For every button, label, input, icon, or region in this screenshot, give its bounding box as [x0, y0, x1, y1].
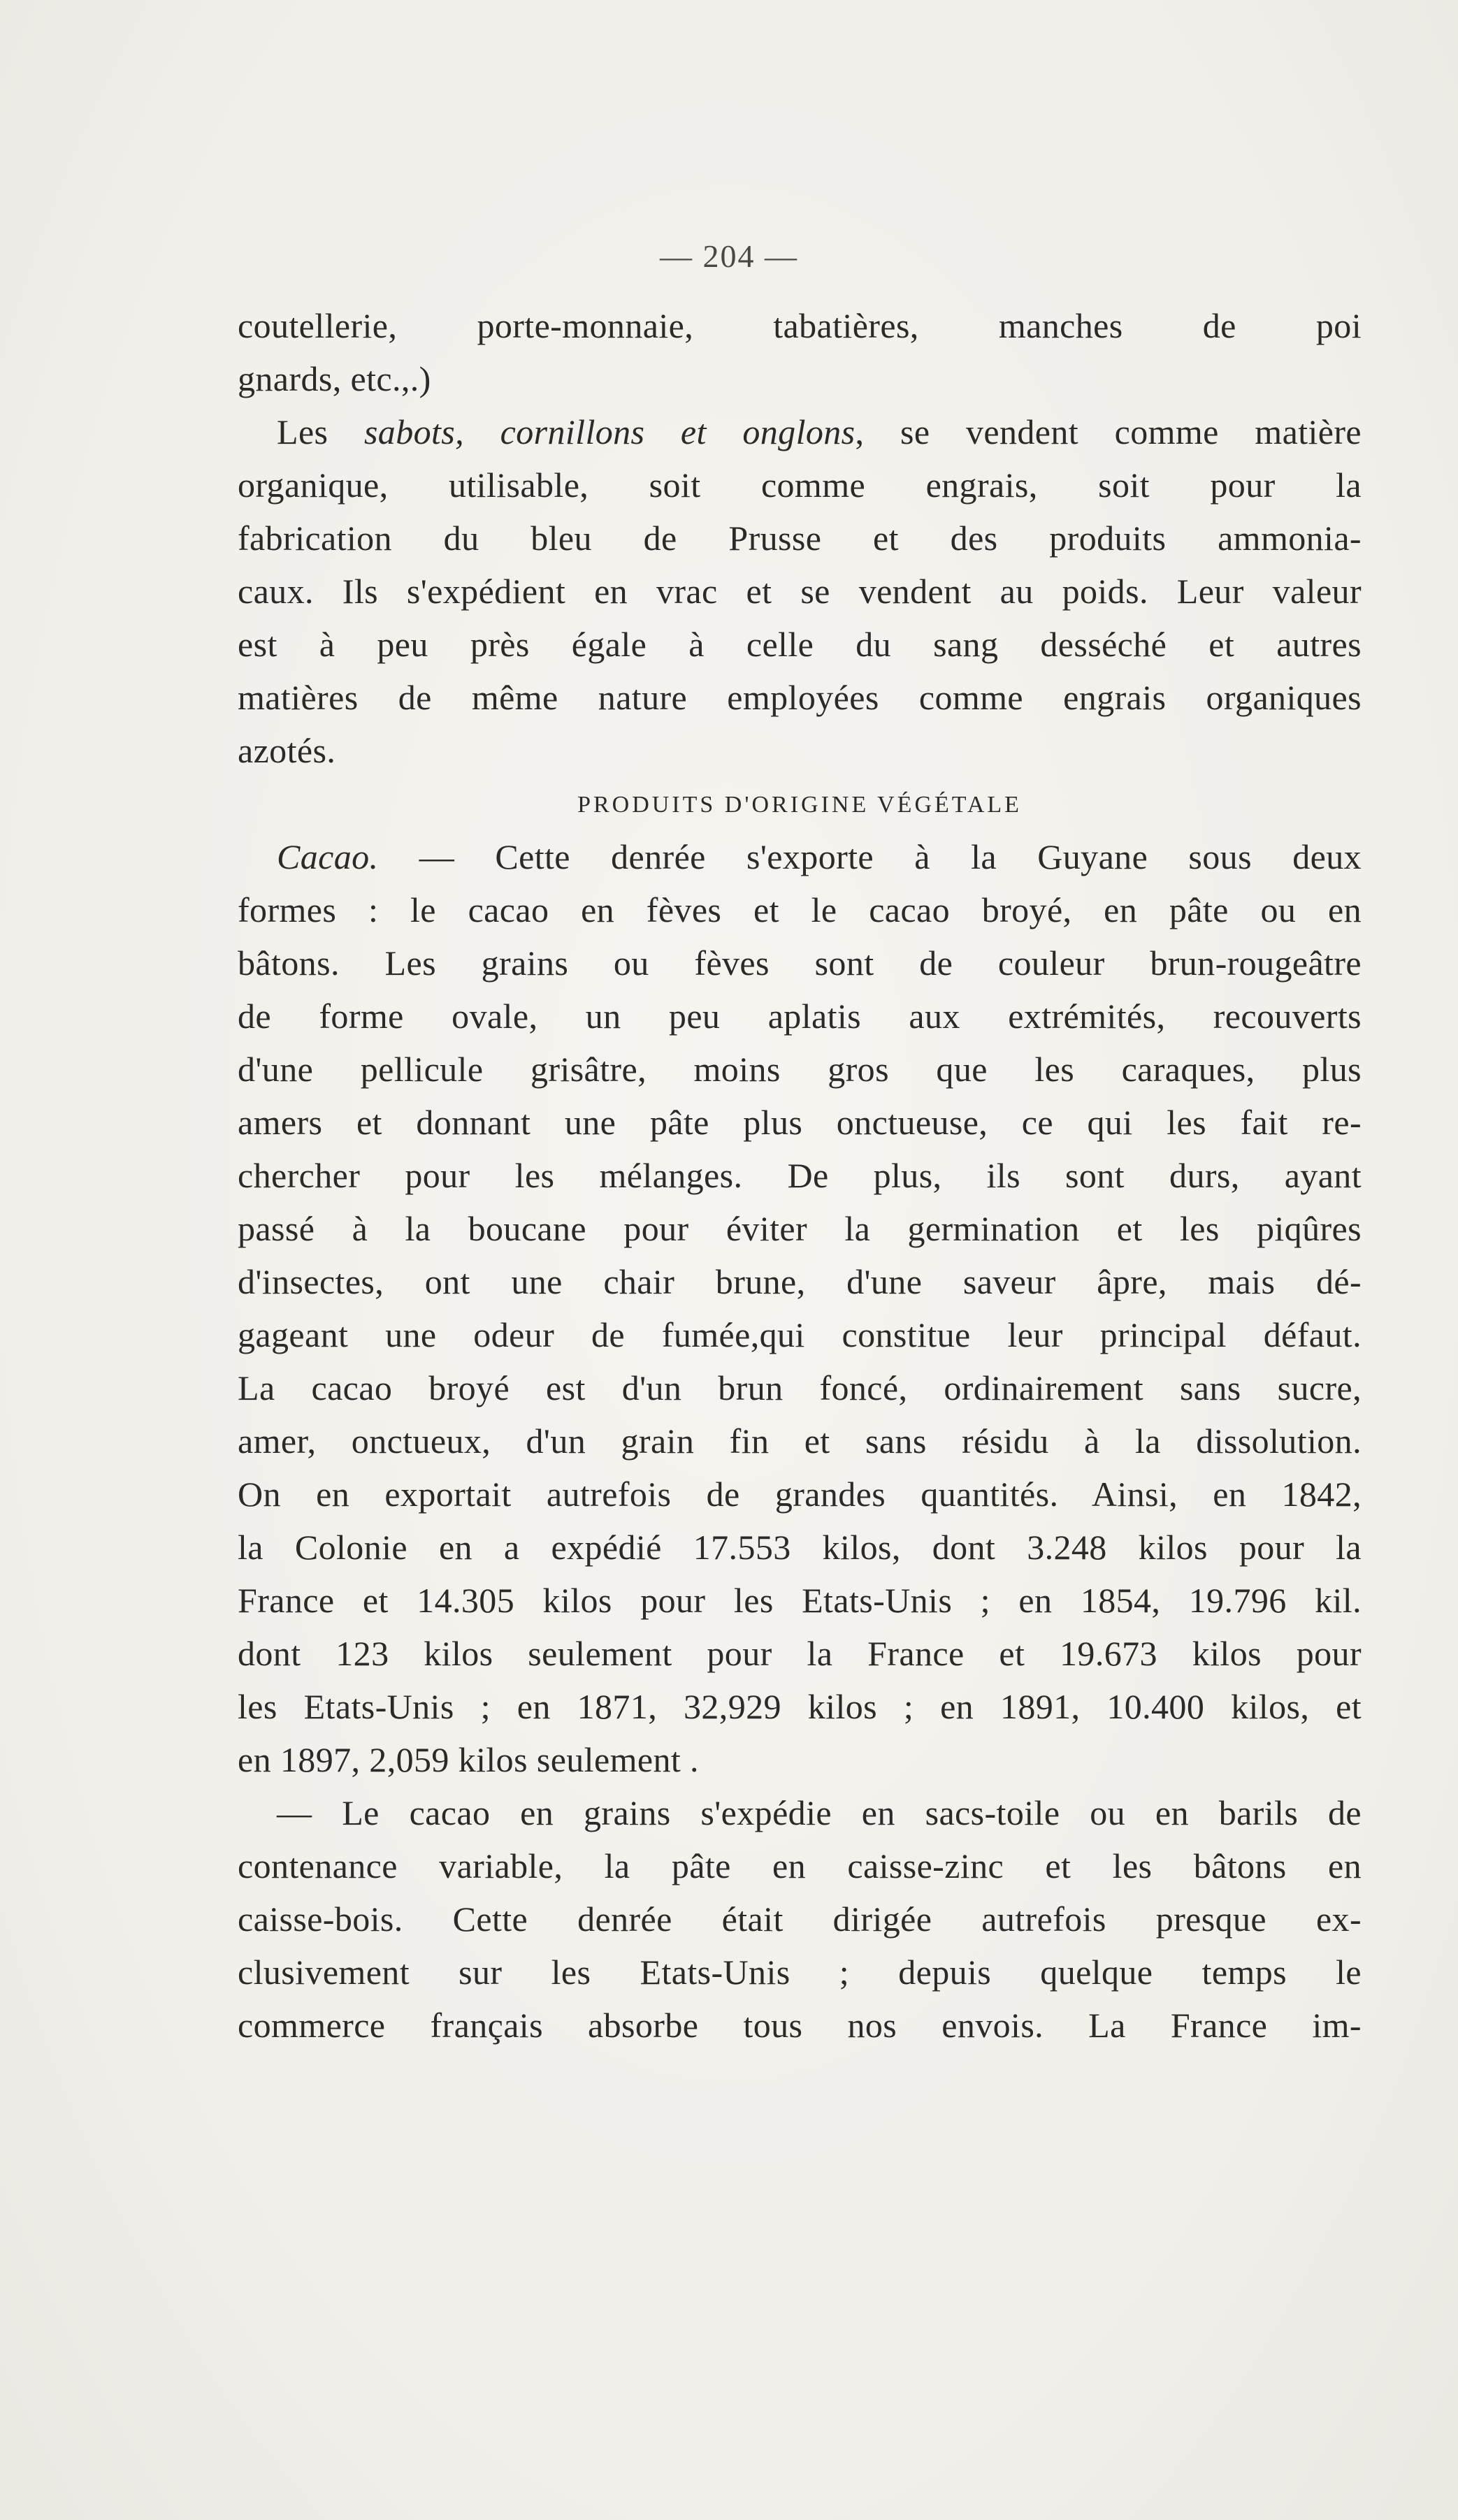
- text-line: chercher pour les mélanges. De plus, ils sont durs, ayant: [238, 1156, 1362, 1195]
- text-line: la Colonie en a expédié 17.553 kilos, dont 3.248 kilos pour la: [238, 1528, 1362, 1567]
- text-line: [238, 830, 1362, 883]
- text-line: amers et donnant une pâte plus onctueuse, ce qui les fait re-: [238, 1103, 1362, 1142]
- text-line: [238, 405, 1362, 458]
- italic-term: Cacao.: [277, 837, 379, 876]
- text-line: commerce français absorbe tous nos envois. La France im-: [238, 2006, 1362, 2045]
- text-line: matières de même nature employées comme engrais organiques: [238, 678, 1362, 717]
- text-line: passé à la boucane pour éviter la germination et les piqûres: [238, 1209, 1362, 1248]
- body-text: [238, 299, 1362, 2052]
- text-run: Les: [277, 412, 364, 451]
- text-line: en 1897, 2,059 kilos seulement .: [238, 1740, 699, 1779]
- text-line: les Etats-Unis ; en 1871, 32,929 kilos ; en 1891, 10.400 kilos, et: [238, 1687, 1362, 1726]
- text-line: clusivement sur les Etats-Unis ; depuis quelque temps le: [238, 1953, 1362, 1992]
- text-line: gageant une odeur de fumée,qui constitue leur principal défaut.: [238, 1315, 1362, 1354]
- text-line: La cacao broyé est d'un brun foncé, ordinairement sans sucre,: [238, 1368, 1362, 1407]
- text-line: est à peu près égale à celle du sang desséché et autres: [238, 625, 1362, 664]
- text-line: France et 14.305 kilos pour les Etats-Unis ; en 1854, 19.796 kil.: [238, 1581, 1362, 1620]
- text-line: amer, onctueux, d'un grain fin et sans résidu à la dissolution.: [238, 1421, 1362, 1461]
- text-line: — Le cacao en grains s'expédie en sacs-toile ou en barils de: [277, 1793, 1362, 1832]
- text-line: caisse-bois. Cette denrée était dirigée autrefois presque ex-: [238, 1899, 1362, 1939]
- text-line: d'une pellicule grisâtre, moins gros que les caraques, plus: [238, 1050, 1362, 1089]
- text-line: organique, utilisable, soit comme engrais, soit pour la: [238, 465, 1362, 505]
- page-number: — 204 —: [660, 238, 798, 274]
- text-run: , se vendent comme matière: [855, 412, 1362, 451]
- text-line: fabrication du bleu de Prusse et des produits ammonia-: [238, 519, 1362, 558]
- text-line: azotés.: [238, 731, 336, 770]
- text-line: caux. Ils s'expédient en vrac et se vendent au poids. Leur valeur: [238, 572, 1362, 611]
- text-line: gnards, etc.,.): [238, 359, 431, 398]
- text-line: de forme ovale, un peu aplatis aux extrémités, recouverts: [238, 997, 1362, 1036]
- text-line: formes : le cacao en fèves et le cacao broyé, en pâte ou en: [238, 890, 1362, 929]
- text-run: — Cette denrée s'exporte à la Guyane sous deux: [378, 837, 1362, 876]
- text-line: coutellerie, porte-monnaie, tabatières, manches de poi: [238, 306, 1362, 345]
- text-line: bâtons. Les grains ou fèves sont de couleur brun-rougeâtre: [238, 943, 1362, 983]
- italic-term: sabots, cornillons et onglons: [363, 412, 856, 451]
- text-line: d'insectes, ont une chair brune, d'une saveur âpre, mais dé-: [238, 1262, 1362, 1301]
- text-line: contenance variable, la pâte en caisse-zinc et les bâtons en: [238, 1846, 1362, 1885]
- section-heading: PRODUITS D'ORIGINE VÉGÉTALE: [577, 792, 1022, 818]
- text-line: On en exportait autrefois de grandes quantités. Ainsi, en 1842,: [238, 1475, 1362, 1514]
- text-line: dont 123 kilos seulement pour la France et 19.673 kilos pour: [238, 1634, 1362, 1673]
